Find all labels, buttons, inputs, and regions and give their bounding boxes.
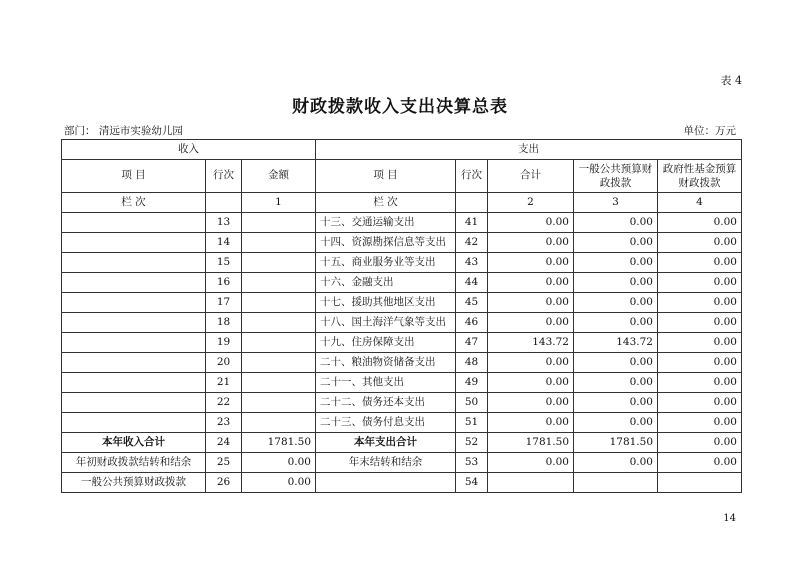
income-row-no-cell: 15 bbox=[206, 253, 242, 273]
gov-fund-header: 政府性基金预算财政拨款 bbox=[658, 160, 742, 193]
income-item-cell bbox=[62, 293, 206, 313]
total-cell: 0.00 bbox=[488, 453, 574, 473]
table-number-label: 表 4 bbox=[720, 74, 742, 87]
general-budget-cell: 0.00 bbox=[574, 413, 658, 433]
expense-row-no-cell: 49 bbox=[456, 373, 488, 393]
general-budget-header: 一般公共预算财政拨款 bbox=[574, 160, 658, 193]
page-number: 14 bbox=[723, 513, 736, 524]
gov-fund-cell: 0.00 bbox=[658, 313, 742, 333]
total-header: 合计 bbox=[488, 160, 574, 193]
general-budget-cell: 0.00 bbox=[574, 233, 658, 253]
income-section-header: 收入 bbox=[62, 140, 316, 160]
income-amount-cell bbox=[242, 333, 316, 353]
income-item-cell: 一般公共预算财政拨款 bbox=[62, 473, 206, 493]
general-budget-cell: 143.72 bbox=[574, 333, 658, 353]
general-budget-cell: 1781.50 bbox=[574, 433, 658, 453]
gov-fund-cell: 0.00 bbox=[658, 273, 742, 293]
general-budget-cell: 0.00 bbox=[574, 453, 658, 473]
total-cell: 143.72 bbox=[488, 333, 574, 353]
gov-fund-cell: 0.00 bbox=[658, 293, 742, 313]
income-amount-cell bbox=[242, 273, 316, 293]
expense-item-cell: 本年支出合计 bbox=[316, 433, 456, 453]
expense-row-no-cell: 54 bbox=[456, 473, 488, 493]
expense-row-no-cell: 48 bbox=[456, 353, 488, 373]
income-amount-cell: 0.00 bbox=[242, 473, 316, 493]
expense-item-cell: 十七、援助其他地区支出 bbox=[316, 293, 456, 313]
income-item-cell bbox=[62, 333, 206, 353]
income-row-no-cell: 24 bbox=[206, 433, 242, 453]
table-row bbox=[62, 373, 742, 393]
income-row-no-header: 行次 bbox=[206, 160, 242, 193]
table-row bbox=[62, 333, 742, 353]
income-amount-cell: 0.00 bbox=[242, 453, 316, 473]
income-row-no-cell: 26 bbox=[206, 473, 242, 493]
expense-item-cell bbox=[316, 473, 456, 493]
income-amount-cell bbox=[242, 253, 316, 273]
general-budget-cell: 0.00 bbox=[574, 393, 658, 413]
income-amount-header: 金额 bbox=[242, 160, 316, 193]
table-row bbox=[62, 433, 742, 453]
table-row bbox=[62, 353, 742, 373]
expense-row-no-cell: 53 bbox=[456, 453, 488, 473]
general-budget-cell bbox=[574, 473, 658, 493]
column-index-cell bbox=[206, 193, 242, 213]
column-index-4: 4 bbox=[658, 193, 742, 213]
gov-fund-cell: 0.00 bbox=[658, 453, 742, 473]
income-item-cell: 本年收入合计 bbox=[62, 433, 206, 453]
total-cell: 0.00 bbox=[488, 213, 574, 233]
column-index-2: 2 bbox=[488, 193, 574, 213]
general-budget-cell: 0.00 bbox=[574, 313, 658, 333]
income-row-no-cell: 22 bbox=[206, 393, 242, 413]
table-row bbox=[62, 393, 742, 413]
expense-row-no-cell: 46 bbox=[456, 313, 488, 333]
table-row bbox=[62, 453, 742, 473]
gov-fund-cell: 0.00 bbox=[658, 253, 742, 273]
gov-fund-cell: 0.00 bbox=[658, 333, 742, 353]
page-title: 财政拨款收入支出决算总表 bbox=[292, 97, 508, 117]
income-amount-cell bbox=[242, 293, 316, 313]
income-item-cell bbox=[62, 353, 206, 373]
expense-item-cell: 二十三、债务付息支出 bbox=[316, 413, 456, 433]
total-cell: 0.00 bbox=[488, 313, 574, 333]
expense-row-no-cell: 51 bbox=[456, 413, 488, 433]
table-row bbox=[62, 253, 742, 273]
department-label: 部门： 清远市实验幼儿园 bbox=[64, 125, 183, 137]
income-row-no-cell: 21 bbox=[206, 373, 242, 393]
table-row bbox=[62, 233, 742, 253]
expense-item-cell: 二十二、债务还本支出 bbox=[316, 393, 456, 413]
expense-row-no-cell: 45 bbox=[456, 293, 488, 313]
expense-row-no-header: 行次 bbox=[456, 160, 488, 193]
income-item-cell bbox=[62, 413, 206, 433]
total-cell: 0.00 bbox=[488, 233, 574, 253]
unit-label: 单位：万元 bbox=[683, 125, 736, 137]
general-budget-cell: 0.00 bbox=[574, 353, 658, 373]
income-row-no-cell: 20 bbox=[206, 353, 242, 373]
income-row-no-cell: 16 bbox=[206, 273, 242, 293]
expense-row-no-cell: 47 bbox=[456, 333, 488, 353]
column-index-expense-label: 栏 次 bbox=[316, 193, 456, 213]
column-index-label: 栏 次 bbox=[62, 193, 206, 213]
total-cell: 0.00 bbox=[488, 413, 574, 433]
total-cell: 0.00 bbox=[488, 293, 574, 313]
column-index-cell bbox=[456, 193, 488, 213]
general-budget-cell: 0.00 bbox=[574, 213, 658, 233]
gov-fund-cell: 0.00 bbox=[658, 213, 742, 233]
income-row-no-cell: 23 bbox=[206, 413, 242, 433]
expense-item-cell: 十六、金融支出 bbox=[316, 273, 456, 293]
general-budget-cell: 0.00 bbox=[574, 293, 658, 313]
table-row bbox=[62, 273, 742, 293]
income-item-cell: 年初财政拨款结转和结余 bbox=[62, 453, 206, 473]
expense-row-no-cell: 52 bbox=[456, 433, 488, 453]
income-item-cell bbox=[62, 213, 206, 233]
total-cell: 1781.50 bbox=[488, 433, 574, 453]
gov-fund-cell: 0.00 bbox=[658, 373, 742, 393]
income-amount-cell bbox=[242, 353, 316, 373]
expense-row-no-cell: 44 bbox=[456, 273, 488, 293]
income-amount-cell bbox=[242, 413, 316, 433]
expense-item-cell: 二十一、其他支出 bbox=[316, 373, 456, 393]
total-cell: 0.00 bbox=[488, 253, 574, 273]
income-amount-cell bbox=[242, 313, 316, 333]
total-cell: 0.00 bbox=[488, 273, 574, 293]
table-row bbox=[62, 213, 742, 233]
income-item-header: 项 目 bbox=[62, 160, 206, 193]
expense-row-no-cell: 43 bbox=[456, 253, 488, 273]
expense-section-header: 支出 bbox=[316, 140, 742, 160]
gov-fund-cell: 0.00 bbox=[658, 413, 742, 433]
gov-fund-cell: 0.00 bbox=[658, 393, 742, 413]
total-cell: 0.00 bbox=[488, 353, 574, 373]
gov-fund-cell: 0.00 bbox=[658, 233, 742, 253]
income-row-no-cell: 17 bbox=[206, 293, 242, 313]
expense-item-header: 项 目 bbox=[316, 160, 456, 193]
income-amount-cell bbox=[242, 393, 316, 413]
column-index-3: 3 bbox=[574, 193, 658, 213]
expense-item-cell: 十三、交通运输支出 bbox=[316, 213, 456, 233]
expense-item-cell: 十四、资源勘探信息等支出 bbox=[316, 233, 456, 253]
income-amount-cell: 1781.50 bbox=[242, 433, 316, 453]
table-row bbox=[62, 473, 742, 493]
total-cell: 0.00 bbox=[488, 373, 574, 393]
income-row-no-cell: 19 bbox=[206, 333, 242, 353]
gov-fund-cell: 0.00 bbox=[658, 433, 742, 453]
expense-row-no-cell: 50 bbox=[456, 393, 488, 413]
income-item-cell bbox=[62, 233, 206, 253]
gov-fund-cell: 0.00 bbox=[658, 353, 742, 373]
total-cell: 0.00 bbox=[488, 393, 574, 413]
expense-item-cell: 年末结转和结余 bbox=[316, 453, 456, 473]
income-row-no-cell: 18 bbox=[206, 313, 242, 333]
income-row-no-cell: 14 bbox=[206, 233, 242, 253]
income-item-cell bbox=[62, 313, 206, 333]
expense-item-cell: 十九、住房保障支出 bbox=[316, 333, 456, 353]
table-row bbox=[62, 313, 742, 333]
income-row-no-cell: 25 bbox=[206, 453, 242, 473]
column-index-1: 1 bbox=[242, 193, 316, 213]
expense-row-no-cell: 42 bbox=[456, 233, 488, 253]
income-item-cell bbox=[62, 373, 206, 393]
income-amount-cell bbox=[242, 373, 316, 393]
general-budget-cell: 0.00 bbox=[574, 373, 658, 393]
income-item-cell bbox=[62, 273, 206, 293]
income-row-no-cell: 13 bbox=[206, 213, 242, 233]
table-row bbox=[62, 293, 742, 313]
expense-item-cell: 十八、国土海洋气象等支出 bbox=[316, 313, 456, 333]
income-amount-cell bbox=[242, 213, 316, 233]
budget-summary-table bbox=[61, 139, 742, 493]
gov-fund-cell bbox=[658, 473, 742, 493]
general-budget-cell: 0.00 bbox=[574, 253, 658, 273]
income-item-cell bbox=[62, 253, 206, 273]
income-item-cell bbox=[62, 393, 206, 413]
income-amount-cell bbox=[242, 233, 316, 253]
expense-item-cell: 十五、商业服务业等支出 bbox=[316, 253, 456, 273]
total-cell bbox=[488, 473, 574, 493]
table-row bbox=[62, 413, 742, 433]
general-budget-cell: 0.00 bbox=[574, 273, 658, 293]
expense-row-no-cell: 41 bbox=[456, 213, 488, 233]
expense-item-cell: 二十、粮油物资储备支出 bbox=[316, 353, 456, 373]
